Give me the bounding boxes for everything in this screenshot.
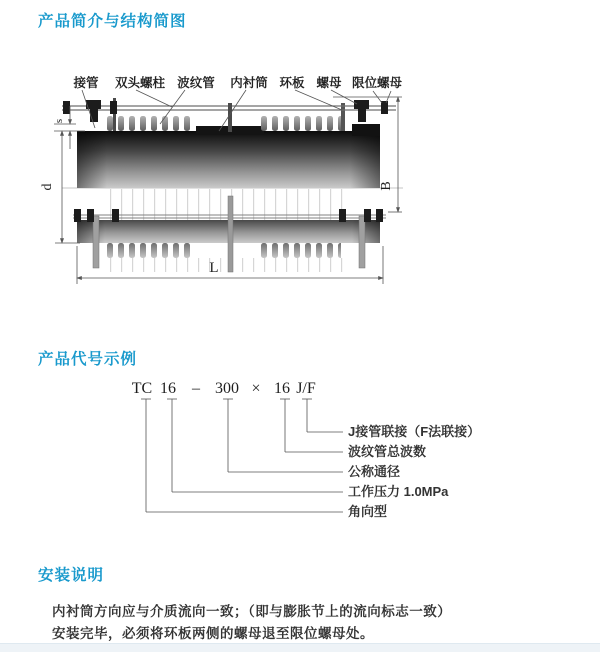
limit-nut-label: 限位螺母 bbox=[351, 76, 403, 90]
code-part-times: × bbox=[251, 380, 261, 397]
dim-B-label: B bbox=[379, 181, 394, 191]
bellows-right bbox=[261, 116, 341, 131]
bellows-label: 波纹管 bbox=[177, 76, 215, 90]
install-line-1: 内衬筒方向应与介质流向一致；（即与膨胀节上的流向标志一致） bbox=[52, 604, 452, 619]
install-line-2: 安装完毕，必须将环板两侧的螺母退至限位螺母处。 bbox=[52, 626, 374, 641]
code-part-pressure: 16 bbox=[160, 380, 176, 397]
lower-stud-right bbox=[359, 216, 365, 268]
code-part-diameter: 300 bbox=[215, 380, 239, 397]
ring-plate-label: 环板 bbox=[279, 76, 305, 90]
ring-plate-right bbox=[341, 103, 345, 131]
section-title-code: 产品代号示例 bbox=[38, 351, 138, 368]
code-part-dash: – bbox=[192, 380, 200, 397]
section-title-structure: 产品简介与结构简图 bbox=[38, 13, 187, 30]
bellows-left bbox=[107, 116, 190, 131]
lower-bellows-right bbox=[261, 243, 341, 258]
callout-diameter: 公称通径 bbox=[348, 464, 401, 479]
callout-pressure: 工作压力 1.0MPa bbox=[348, 484, 449, 499]
dim-L-label: L bbox=[209, 260, 219, 276]
code-example-diagram bbox=[0, 370, 600, 555]
structure-diagram bbox=[0, 55, 460, 310]
code-part-conn: J/F bbox=[296, 380, 316, 397]
callout-labels bbox=[348, 424, 480, 519]
lower-bellows-left bbox=[107, 243, 190, 258]
callout-wave-count: 波纹管总波数 bbox=[348, 444, 427, 459]
nut-label: 螺母 bbox=[316, 76, 342, 90]
section-title-install: 安装说明 bbox=[38, 567, 105, 584]
code-part-type: TC bbox=[131, 380, 153, 397]
inner-liner-label: 内衬筒 bbox=[230, 76, 268, 90]
lower-assembly bbox=[73, 189, 386, 272]
dim-s-label: s bbox=[53, 118, 65, 124]
pipe-body bbox=[77, 131, 380, 188]
lower-stud-center bbox=[228, 196, 233, 272]
end-pipe-right-lip bbox=[352, 124, 380, 136]
upper-assembly bbox=[62, 98, 396, 191]
limit-nut-left bbox=[63, 101, 70, 114]
code-string bbox=[132, 380, 316, 397]
dim-d-label: d bbox=[40, 183, 55, 191]
stud-label: 双头螺柱 bbox=[114, 76, 166, 90]
callout-lines bbox=[141, 399, 343, 512]
lower-stud-left bbox=[93, 216, 99, 268]
callout-connection: J接管联接（F法联接） bbox=[348, 424, 481, 439]
part-labels bbox=[72, 75, 402, 90]
code-part-waves: 16 bbox=[274, 380, 290, 397]
page-bottom-edge bbox=[0, 643, 600, 652]
connecting-pipe-label: 接管 bbox=[73, 76, 99, 90]
center-stud bbox=[228, 103, 232, 132]
callout-type: 角向型 bbox=[348, 504, 388, 519]
